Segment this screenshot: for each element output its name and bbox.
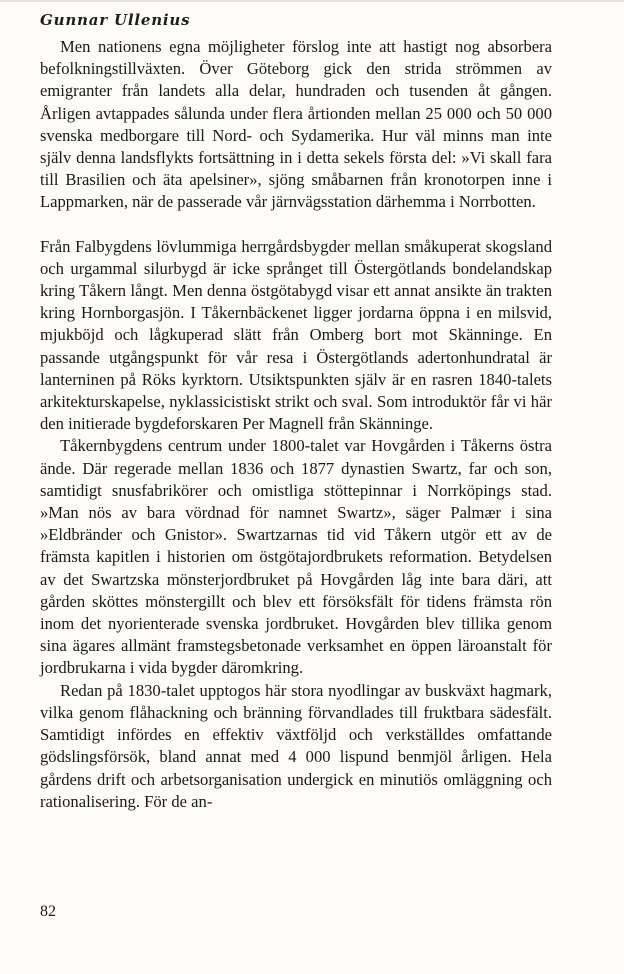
page-edge: [0, 0, 624, 2]
running-head-author: Gunnar Ullenius: [40, 11, 191, 29]
body-text: [40, 36, 552, 813]
paragraph-hovgarden: Tåkernbygdens centrum under 1800-talet var Hovgården i Tåkerns östra ände. Där regerade mellan 1836 och 1877 dynastien Swartz, far och son, samtidigt snusfabrikörer och omistliga stöttepinnar i Norrköpings stad. »Man nös av bara vördnad för namnet Swartz», säger Palmær i sina »Eldbränder och Gnistor». Swartzarnas tid vid Tåkern utgör ett av de främsta kapitlen i historien om östgötajordbrukets reformation. Betydelsen av det Swartzska mönsterjordbruket på Hovgården låg inte bara däri, att gården sköttes mönstergillt och blev ett försöksfält för tidens främsta rön inom det nyorienterade svenska jordbruket. Hovgården blev tillika genom sina ägares allmänt framstegsbetonade verksamhet en öppen läroanstalt för jordbrukarna i vida bygder däromkring.: [40, 436, 552, 678]
page-number: 82: [40, 903, 56, 920]
paragraph-nyodlingar: Redan på 1830-talet upptogos här stora nyodlingar av buskväxt hagmark, vilka genom flåhackning och bränning förvandlades till fruktbara sädesfält. Samtidigt infördes en effektiv växtföljd och verkställdes omfattande gödslingsförsök, bland annat med 4 000 lispund benmjöl årligen. Hela gårdens drift och arbetsorganisation undergick en minutiös omläggning och rationalisering. För de an-: [40, 680, 552, 811]
paragraph-emigration: Men nationens egna möjligheter förslog inte att hastigt nog absorbera befolkningstillväxten. Över Göteborg gick den strida strömmen av emigranter från landets alla delar, hundraden och tusenden åt gången. Årligen avtappades sålunda under flera årtionden mellan 25 000 och 50 000 svenska medborgare till Nord- och Sydamerika. Hur väl minns man inte själv denna landsflykts fortsättning in i detta sekels första del: »Vi skall fara till Brasilien och äta apelsiner», sjöng småbarnen från kronotorpen inne i Lappmarken, när de passerade vår järnvägsstation därhemma i Norrbotten.: [40, 37, 552, 212]
paragraph-takern-intro: Från Falbygdens lövlummiga herrgårdsbygder mellan småkuperat skogsland och urgammal silurbygd är icke språnget till Östergötlands bondelandskap kring Tåkern långt. Men denna östgötabygd visar ett annat ansikte än trakten kring Hornborgasjön. I Tåkernbäckenet ligger jordarna öppna i en milsvid, mjukböjd och lågkuperad slätt från Omberg bort mot Skänninge. En passande utgångspunkt för vår resa i Östergötlands adertonhundratal är lanterninen på Röks kyrktorn. Utsiktspunkten själv är en rasren 1840-talets arkitekturskapelse, nyklassicistiskt strikt och sval. Som introduktör får vi här den initierade bygdeforskaren Per Magnell från Skänninge.: [40, 236, 552, 434]
